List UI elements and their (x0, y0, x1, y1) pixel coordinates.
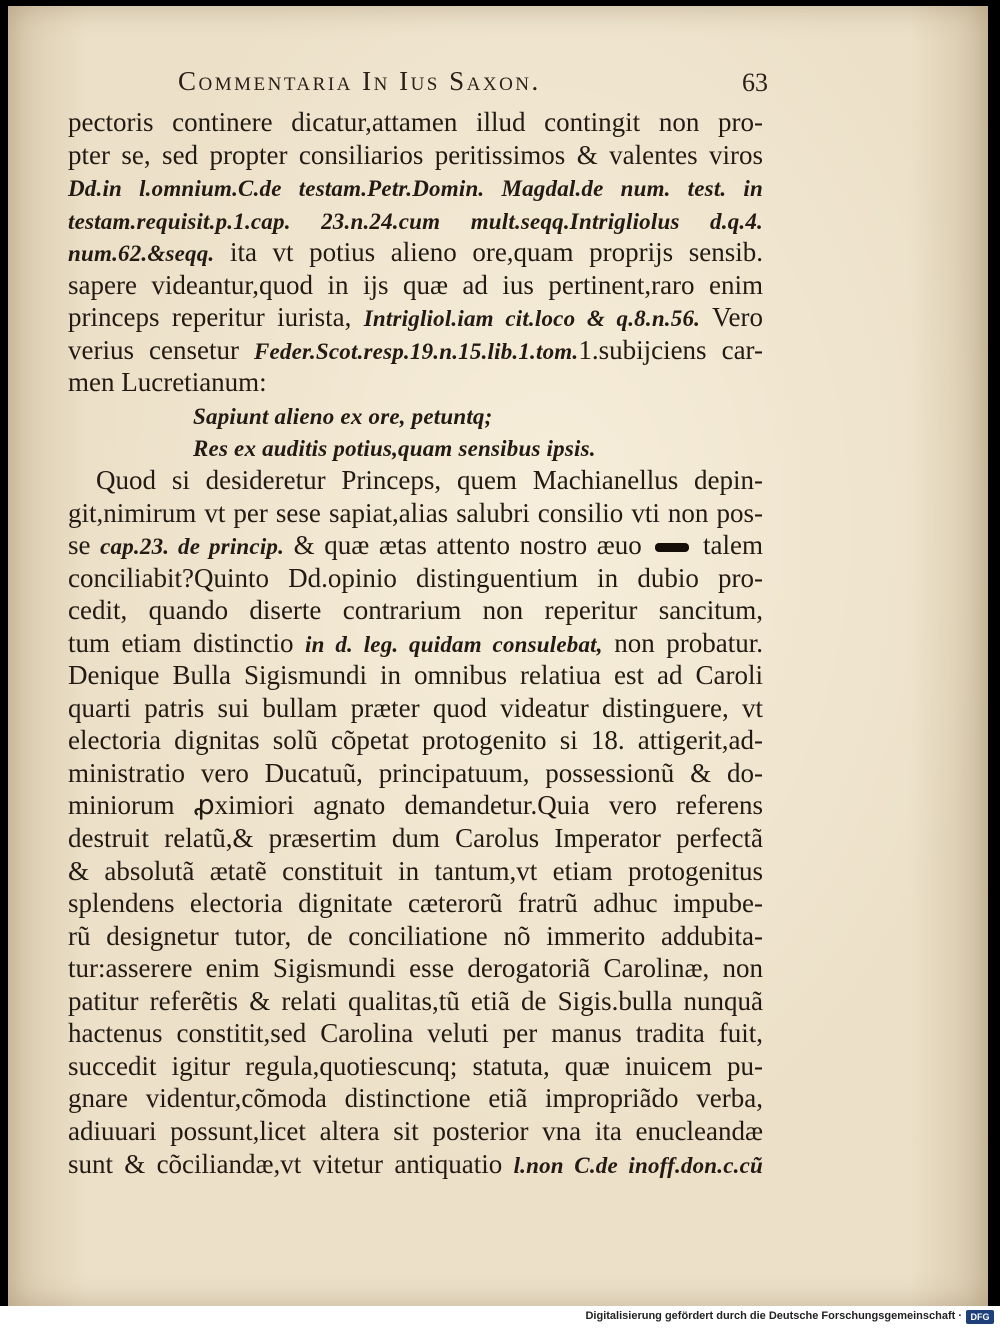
page-header (178, 64, 768, 104)
text-line (68, 757, 763, 790)
text-line (68, 334, 763, 367)
text-line (68, 1017, 763, 1050)
text-line (68, 269, 763, 302)
line-text: splendens electoria dignitate cæterorũ fratrũ adhuc impube- (68, 888, 763, 919)
citation-text: testam.requisit.p.1.cap. 23.n.24.cum mult.seqq.Intrigliolus d.q.4. (68, 208, 763, 234)
line-text: sapere videantur,quod in ijs quæ ad ius pertinent,raro enim (68, 269, 763, 300)
text-line (68, 139, 763, 172)
line-text: non probatur. (602, 627, 763, 658)
text-line (68, 1082, 763, 1115)
running-title: Commentaria In Ius Saxon. (178, 66, 541, 96)
text-line (68, 171, 763, 204)
line-text: pter se, sed propter consiliarios peritissimos & valentes viros (68, 139, 763, 170)
line-text: rũ designetur tutor, de conciliatione nõ immerito addubita- (68, 920, 763, 951)
line-text: adiuuari possunt,licet altera sit posterior vna ita enucleandæ (68, 1115, 763, 1146)
text-line (68, 659, 763, 692)
text-line (68, 464, 763, 497)
line-text: gnare videntur,cõmoda distinctione etiã impropriãdo verba, (68, 1083, 763, 1114)
ink-blot (655, 543, 689, 552)
line-text: se (68, 530, 101, 561)
page-number: 63 (742, 68, 768, 97)
book-page (8, 6, 988, 1306)
line-text: Denique Bulla Sigismundi in omnibus relatiua est ad Caroli (68, 660, 763, 691)
text-line (68, 887, 763, 920)
line-text: conciliabit?Quinto Dd.opinio distinguentium in dubio pro- (68, 562, 763, 593)
line-text: & absolutã ætatẽ constituit in tantum,vt etiam protogenitus (68, 855, 763, 886)
line-text: verius censetur (68, 334, 254, 365)
text-line (68, 1115, 763, 1148)
line-text: pectoris continere dicatur,attamen illud contingit non pro- (68, 107, 763, 137)
text-line (68, 855, 763, 888)
funding-notice: Digitalisierung gefördert durch die Deutsche Forschungsgemeinschaft · (585, 1310, 962, 1322)
line-text: cedit, quando diserte contrarium non reperitur sancitum, (68, 595, 763, 626)
citation-text: Dd.in l.omnium.C.de testam.Petr.Domin. Magdal.de num. test. in (68, 176, 763, 202)
text-line (68, 204, 763, 237)
text-line (68, 952, 763, 985)
line-text: tur:asserere enim Sigismundi esse derogatoriã Carolinæ, non (68, 953, 763, 984)
text-line (68, 399, 763, 432)
text-line (68, 692, 763, 725)
line-text: sunt & cõciliandæ,vt vitetur antiquatio (68, 1148, 514, 1179)
text-line (68, 789, 763, 822)
text-line (68, 1148, 763, 1181)
text-line (68, 366, 763, 399)
line-text: talem (693, 530, 763, 561)
text-line (68, 236, 763, 269)
line-text: destruit relatũ,& præsertim dum Carolus Imperator perfectã (68, 823, 763, 854)
citation-text: Intrigliol.iam cit.loco & q.8.n.56. (363, 306, 701, 332)
line-text: Quod si desideretur Princeps, quem Machianellus depin- (96, 465, 763, 496)
citation-text: Feder.Scot.resp.19.n.15.lib.1.tom. (253, 338, 579, 364)
citation-text: cap.23. de princip. (100, 534, 285, 560)
text-line (68, 301, 763, 334)
text-line (68, 594, 763, 627)
line-text: ministratio vero Ducatuũ, principatuum, possessionũ & do- (68, 757, 763, 788)
line-text: princeps reperitur iurista, (68, 302, 364, 333)
text-line (68, 724, 763, 757)
line-text: hactenus constitit,sed Carolina veluti per manus tradita fuit, (68, 1018, 763, 1049)
text-line (68, 822, 763, 855)
citation-text: num.62.&seqq. (68, 241, 215, 267)
text-line (68, 985, 763, 1018)
citation-text: in d. leg. quidam consulebat, (305, 631, 603, 657)
text-line (68, 627, 763, 660)
citation-text: Res ex auditis potius,quam sensibus ipsis. (193, 436, 596, 462)
line-text: electoria dignitas solũ cõpetat protogenito si 18. attigerit,ad- (68, 725, 763, 756)
text-line (68, 562, 763, 595)
funding-footer (0, 1306, 1000, 1328)
text-line (68, 1050, 763, 1083)
line-text: 1.subijciens car- (578, 334, 763, 365)
line-text: men Lucretianum: (68, 367, 267, 398)
line-text: quarti patris sui bullam præter quod videatur distinguere, vt (68, 692, 763, 723)
text-line (68, 431, 763, 464)
line-text: Vero (700, 302, 763, 333)
text-line (68, 920, 763, 953)
citation-text: l.non C.de inoff.don.c.cũ (513, 1152, 763, 1178)
line-text: miniorum ꝓximiori agnato demandetur.Quia vero referens (68, 790, 763, 821)
line-text: git,nimirum vt per sese sapiat,alias salubri consilio vti non pos- (68, 497, 763, 528)
main-text-block (68, 106, 763, 1180)
text-line (68, 106, 763, 139)
line-text: & quæ ætas attento nostro æuo (284, 530, 652, 561)
text-line (68, 497, 763, 530)
citation-text: Sapiunt alieno ex ore, petuntq; (193, 403, 493, 429)
line-text: patitur referẽtis & relati qualitas,tũ etiã de Sigis.bulla nunquã (68, 985, 763, 1016)
line-text: ita vt potius alieno ore,quam proprijs sensib. (214, 237, 763, 268)
dfg-logo: DFG (966, 1310, 994, 1324)
line-text: tum etiam distinctio (68, 627, 306, 658)
line-text: succedit igitur regula,quotiescunq; statuta, quæ inuicem pu- (68, 1050, 763, 1081)
text-line (68, 529, 763, 562)
